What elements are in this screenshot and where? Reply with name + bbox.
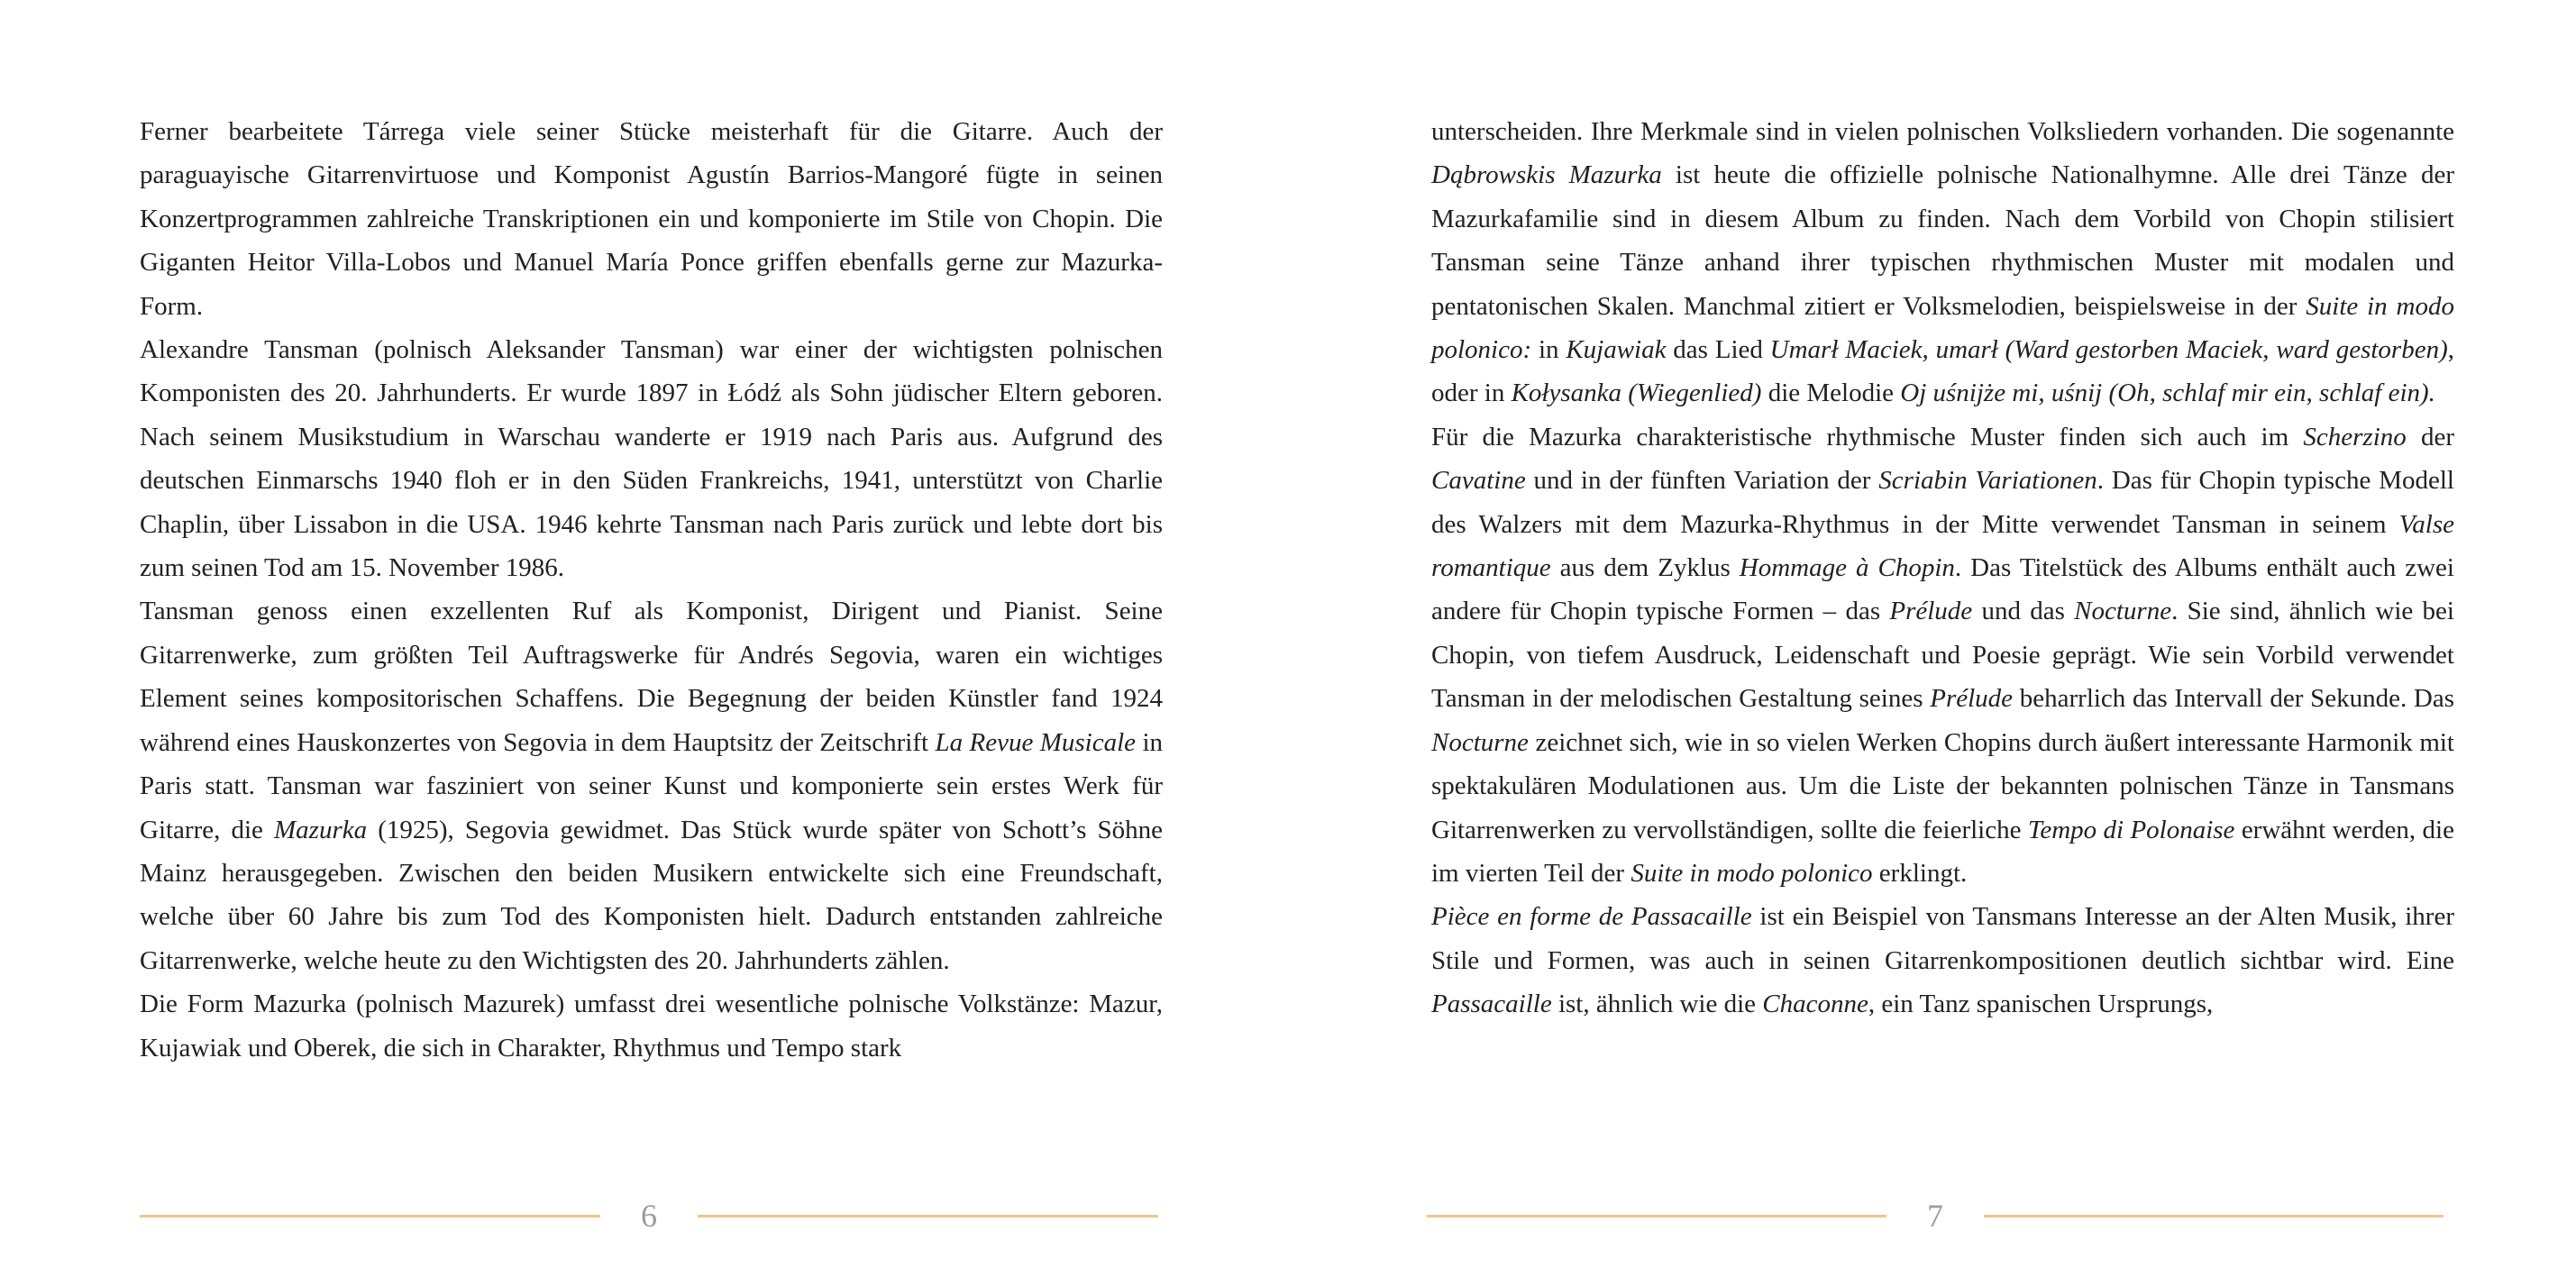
italic-text-run: Valse romantique [1431, 509, 2454, 583]
text-run: . Das für Chopin typische Modell des Walzers mit dem Mazurka-Rhythmus in der Mitte verwendet Tansman in seinem [1431, 466, 2454, 539]
italic-text-run: Oj uśnijże mi, uśnij (Oh, schlaf mir ein, schlaf ein). [1900, 379, 2435, 408]
text-run: unterscheiden. Ihre Merkmale sind in vielen polnischen Volksliedern vorhanden. Die sogenannte [1431, 117, 2454, 146]
italic-text-run: Hommage à Chopin [1739, 553, 1955, 583]
page-left-text [140, 110, 1163, 1070]
italic-text-run: Cavatine [1431, 466, 1526, 496]
page-right-text [1431, 110, 2454, 1026]
page-left-footer [140, 1199, 1158, 1233]
text-run: Alexandre Tansman (polnisch Aleksander Tansman) war einer der wichtigsten polnischen Komponisten des 20. Jahrhunderts. Er wurde 1897 in Łódź als Sohn jüdischer Eltern geboren. Nach seinem Musikstudium in Warschau wanderte er 1919 nach Paris aus. Aufgrund des deutschen Einmarschs 1940 floh er in den Süden Frankreichs, 1941, unterstützt von Charlie Chaplin, über Lissabon in die USA. 1946 kehrte Tansman nach Paris zurück und lebte dort bis zum seinen Tod am 15. November 1986. [140, 335, 1163, 583]
text-run: aus dem Zyklus [1550, 553, 1740, 583]
page-right-footer [1427, 1199, 2444, 1233]
page-number: 6 [641, 1198, 657, 1234]
page-number: 7 [1927, 1198, 1943, 1234]
italic-text-run: Prélude [1889, 597, 1973, 626]
italic-text-run: Umarł Maciek, umarł (Ward gestorben Maciek, ward gestorben) [1769, 335, 2448, 365]
text-run: Für die Mazurka charakteristische rhythmische Muster finden sich auch im [1431, 422, 2304, 452]
text-run: Ferner bearbeitete Tárrega viele seiner Stücke meisterhaft für die Gitarre. Auch der paraguayische Gitarrenvirtuose und Komponist Agustín Barrios-Mangoré fügte in seinen Konzertprogrammen zahlreiche Transkriptionen ein und komponierte im Stile von Chopin. Die Giganten Heitor Villa-Lobos und Manuel María Ponce griffen ebenfalls gerne zur Mazurka-Form. [140, 117, 1163, 321]
italic-text-run: Scherzino [2303, 422, 2407, 452]
text-run: Die Form Mazurka (polnisch Mazurek) umfasst drei wesentliche polnische Volkstänze: Mazur, Kujawiak und Oberek, die sich in Charakter, Rhythmus und Tempo stark [140, 990, 1163, 1063]
italic-text-run: Pièce en forme de Passacaille [1431, 902, 1752, 932]
paragraph [1431, 110, 2454, 415]
italic-text-run: Mazurka [274, 815, 368, 844]
footer-rule-left [140, 1215, 600, 1218]
text-run: und das [1972, 597, 2075, 626]
italic-text-run: Suite in modo polonico [1631, 858, 1873, 888]
italic-text-run: Nocturne [1431, 727, 1529, 757]
footer-rule-right [1984, 1215, 2444, 1218]
italic-text-run: Prélude [1930, 684, 2014, 714]
text-run: . Sie sind, ähnlich wie bei Chopin, von tiefem Ausdruck, Leidenschaft und Poesie geprägt. Wie sein Vorbild verwendet Tansman in der melodischen Gestaltung seines [1431, 597, 2454, 714]
italic-text-run: Scriabin Variationen [1878, 466, 2097, 496]
paragraph [140, 589, 1163, 982]
text-run: und in der fünften Variation der [1525, 466, 1879, 496]
text-run: ist heute die offizielle polnische Nationalhymne. Alle drei Tänze der Mazurkafamilie sind in diesem Album zu finden. Nach dem Vorbild von Chopin stilisiert Tansman seine Tänze anhand ihrer typischen rhythmischen Muster mit modalen und pentatonischen Skalen. Manchmal zitiert er Volksmelodien, beispielsweise in der [1431, 160, 2454, 321]
paragraph [1431, 415, 2454, 895]
text-run: erklingt. [1872, 858, 1968, 888]
text-run: erwähnt werden, die im vierten Teil der [1431, 815, 2454, 888]
paragraph [140, 110, 1163, 328]
paragraph [1431, 895, 2454, 1026]
italic-text-run: Nocturne [2074, 597, 2172, 626]
text-run: ist ein Beispiel von Tansmans Interesse an der Alten Musik, ihrer Stile und Formen, was auch in seinen Gitarrenkompositionen deutlich sichtbar wird. Eine [1431, 902, 2454, 975]
text-run: die Melodie [1761, 379, 1901, 408]
italic-text-run: Kołysanka (Wiegenlied) [1511, 379, 1762, 408]
italic-text-run: Tempo di Polonaise [2027, 815, 2235, 844]
text-run: , oder in [1431, 335, 2454, 408]
italic-text-run: Kujawiak [1566, 335, 1667, 365]
footer-rule-left [1427, 1215, 1886, 1218]
text-run: der [2406, 422, 2455, 452]
text-run: zeichnet sich, wie in so vielen Werken Chopins durch äußert interessante Harmonik mit spektakulären Modulationen aus. Um die Liste der bekannten polnischen Tänze in Tansmans Gitarrenwerken zu vervollständigen, sollte die feierliche [1431, 727, 2454, 844]
italic-text-run: Dąbrowskis Mazurka [1431, 160, 1662, 190]
italic-text-run: La Revue Musicale [935, 727, 1137, 757]
footer-rule-right [698, 1215, 1158, 1218]
text-run: Tansman genoss einen exzellenten Ruf als Komponist, Dirigent und Pianist. Seine Gitarrenwerke, zum größten Teil Auftragswerke für Andrés Segovia, waren ein wichtiges Element seines kompositorischen Schaffens. Die Begegnung der beiden Künstler fand 1924 während eines Hauskonzertes von Segovia in dem Hauptsitz der Zeitschrift [140, 597, 1163, 757]
italic-text-run: Suite in modo polonico: [1431, 291, 2454, 365]
italic-text-run: Chaconne [1762, 990, 1868, 1019]
text-run: . Das Titelstück des Albums enthält auch zwei andere für Chopin typische Formen – das [1431, 553, 2454, 626]
text-run: in [1531, 335, 1567, 365]
text-run: das Lied [1666, 335, 1770, 365]
paragraph [140, 328, 1163, 589]
paragraph [140, 982, 1163, 1070]
text-run: , ein Tanz spanischen Ursprungs, [1868, 990, 2214, 1019]
text-run: beharrlich das Intervall der Sekunde. Das [2013, 684, 2455, 714]
italic-text-run: Passacaille [1431, 990, 1552, 1019]
text-run: (1925), Segovia gewidmet. Das Stück wurde später von Schott’s Söhne Mainz herausgegeben. Zwischen den beiden Musikern entwickelte sich eine Freundschaft, welche über 60 Jahre bis zum Tod des Komponisten hielt. Dadurch entstanden zahlreiche Gitarrenwerke, welche heute zu den Wichtigsten des 20. Jahrhunderts zählen. [140, 815, 1164, 975]
text-run: ist, ähnlich wie die [1551, 990, 1763, 1019]
text-run: in Paris statt. Tansman war fasziniert von seiner Kunst und komponierte sein erstes Werk für Gitarre, die [140, 727, 1163, 844]
